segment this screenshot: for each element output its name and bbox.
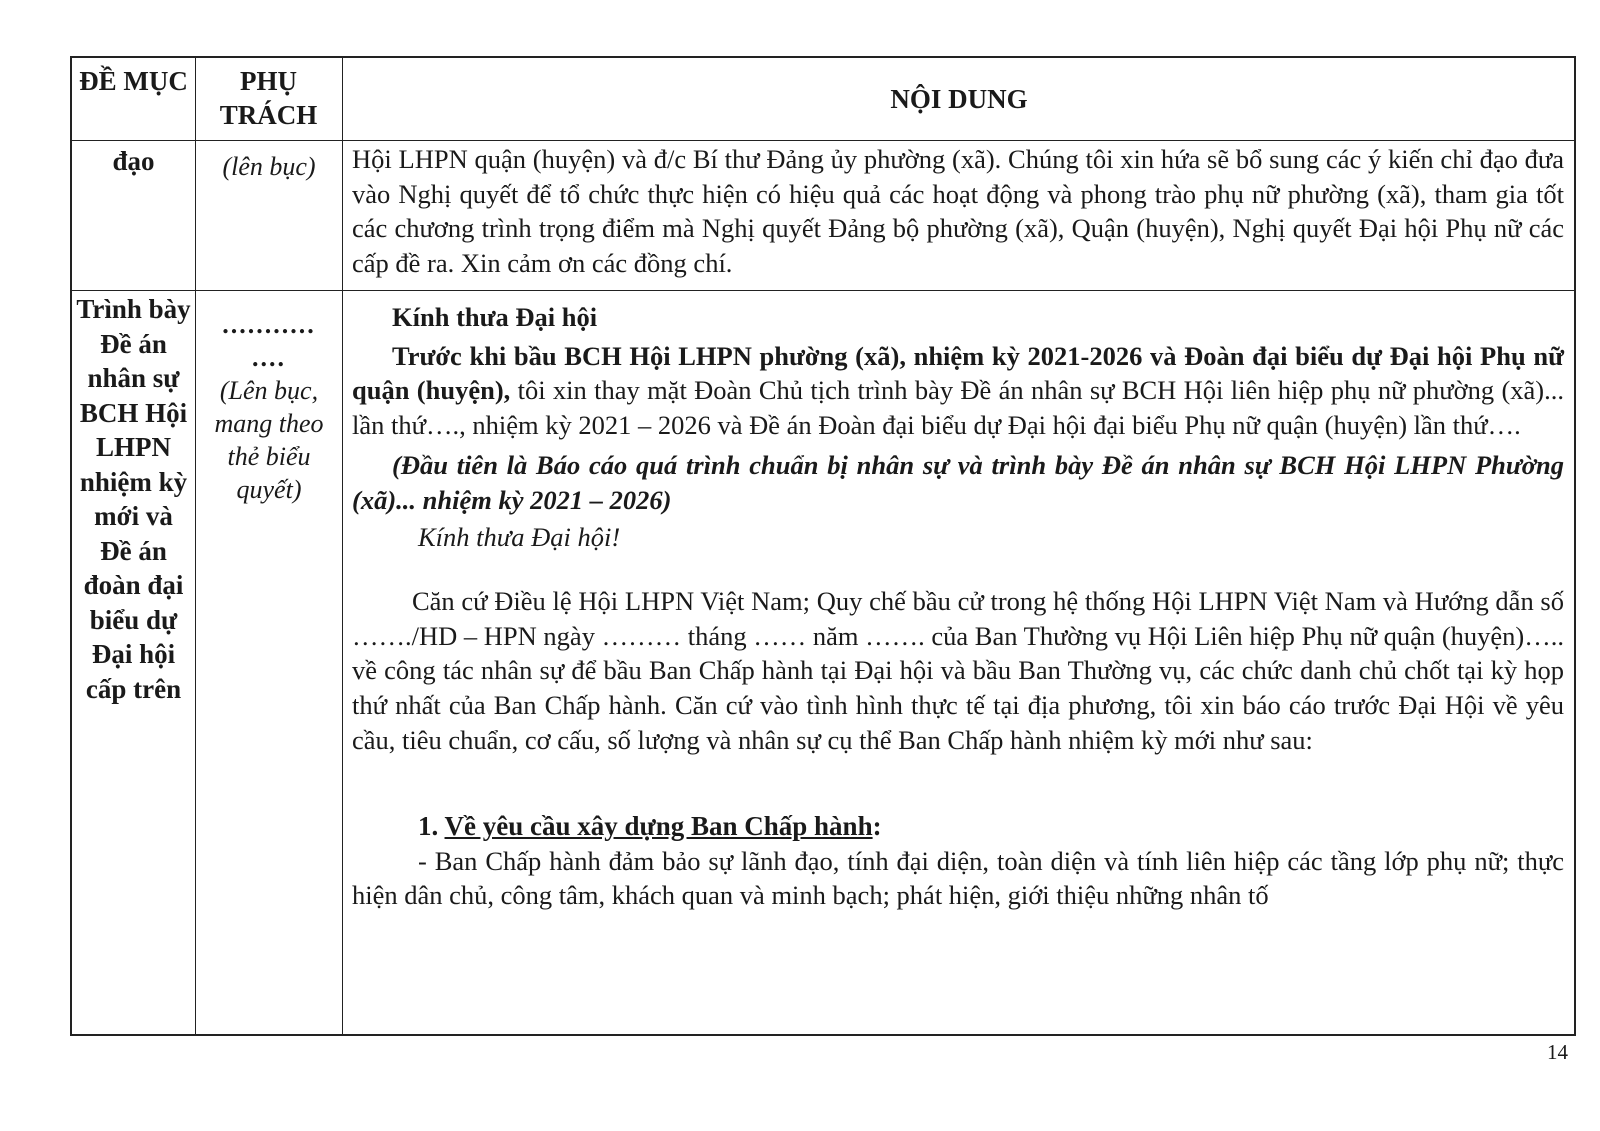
spacer xyxy=(352,554,1564,584)
row1-content: Hội LHPN quận (huyện) và đ/c Bí thư Đảng ủy phường (xã). Chúng tôi xin hứa sẽ bổ sung các ý kiến chỉ đạo đưa vào Nghị quyết để tổ chức thực hiện có hiệu quả các hoạt động và phong trào phụ nữ phường (xã), tham gia tốt các chương trình trọng điểm mà Nghị quyết Đảng bộ phường (xã), Quận (huyện), Nghị quyết Đại hội Phụ nữ các cấp đề ra. Xin cảm ơn các đồng chí. xyxy=(352,144,1564,278)
row-divider xyxy=(72,140,1574,141)
header-responsible: PHỤ TRÁCH xyxy=(219,66,318,130)
row2-section: Trình bày Đề án nhân sự BCH Hội LHPN nhiệm kỳ mới và Đề án đoàn đại biểu dự Đại hội cấp trên xyxy=(76,294,191,704)
greeting-2: Kính thưa Đại hội! xyxy=(418,521,621,552)
intro-paragraph xyxy=(352,339,1564,443)
row-divider xyxy=(72,290,1574,291)
heading-colon: : xyxy=(872,811,882,842)
heading-number: 1. xyxy=(418,811,445,842)
program-table xyxy=(70,56,1576,1036)
section-heading xyxy=(418,809,1564,844)
intro-rest: tôi xin thay mặt Đoàn Chủ tịch trình bày Đề án nhân sự BCH Hội liên hiệp phụ nữ phường (xã)... lần thứ…., nhiệm kỳ 2021 – 2026 và Đề án Đoàn đại biểu dự Đại hội đại biểu Phụ nữ quận (huyện) lần thứ…. xyxy=(352,375,1564,440)
greeting: Kính thưa Đại hội xyxy=(392,302,598,332)
column-divider xyxy=(342,58,343,1034)
spacer xyxy=(352,757,1564,809)
responsible-dots: .... xyxy=(252,343,286,372)
column-divider xyxy=(195,58,196,1034)
header-content: NỘI DUNG xyxy=(890,84,1028,114)
basis-paragraph: Căn cứ Điều lệ Hội LHPN Việt Nam; Quy chế bầu cử trong hệ thống Hội LHPN Việt Nam và Hướng dẫn số ……./HD – HPN ngày ……… tháng …… năm ……. của Ban Thường vụ Hội Liên hiệp Phụ nữ quận (huyện)….. về công tác nhân sự để bầu Ban Chấp hành tại Đại hội và bầu Ban Thường vụ, các chức danh chủ chốt tại kỳ họp thứ nhất của Ban Chấp hành. Căn cứ vào tình hình thực tế tại địa phương, tôi xin báo cáo trước Đại Hội về yêu cầu, tiêu chuẩn, cơ cấu, số lượng và nhân sự cụ thể Ban Chấp hành nhiệm kỳ mới như sau: xyxy=(352,586,1564,755)
row1-section: đạo xyxy=(112,146,155,176)
row2-content xyxy=(352,300,1564,913)
responsible-note: (Lên bục, mang theo thẻ biểu quyết) xyxy=(214,376,324,504)
header-section: ĐỀ MỤC xyxy=(79,66,188,96)
row1-responsible: (lên bục) xyxy=(222,152,316,181)
page-number: 14 xyxy=(1547,1040,1568,1064)
row2-responsible xyxy=(199,308,339,506)
intro-bold: Trước khi bầu BCH Hội LHPN phường (xã), nhiệm kỳ 2021-2026 và Đoàn đại biểu dự Đại hội Phụ nữ quận (huyện), xyxy=(352,340,1564,406)
heading-text: Về yêu cầu xây dựng Ban Chấp hành xyxy=(444,811,873,842)
responsible-dots: ........... xyxy=(222,310,316,339)
bullet-paragraph: - Ban Chấp hành đảm bảo sự lãnh đạo, tính đại diện, toàn diện và tính liên hiệp các tầng lớp phụ nữ; thực hiện dân chủ, công tâm, khách quan và minh bạch; phát hiện, giới thiệu những nhân tố xyxy=(352,845,1564,911)
preparation-note: (Đầu tiên là Báo cáo quá trình chuẩn bị nhân sự và trình bày Đề án nhân sự BCH Hội LHPN Phường (xã)... nhiệm kỳ 2021 – 2026) xyxy=(352,450,1564,515)
